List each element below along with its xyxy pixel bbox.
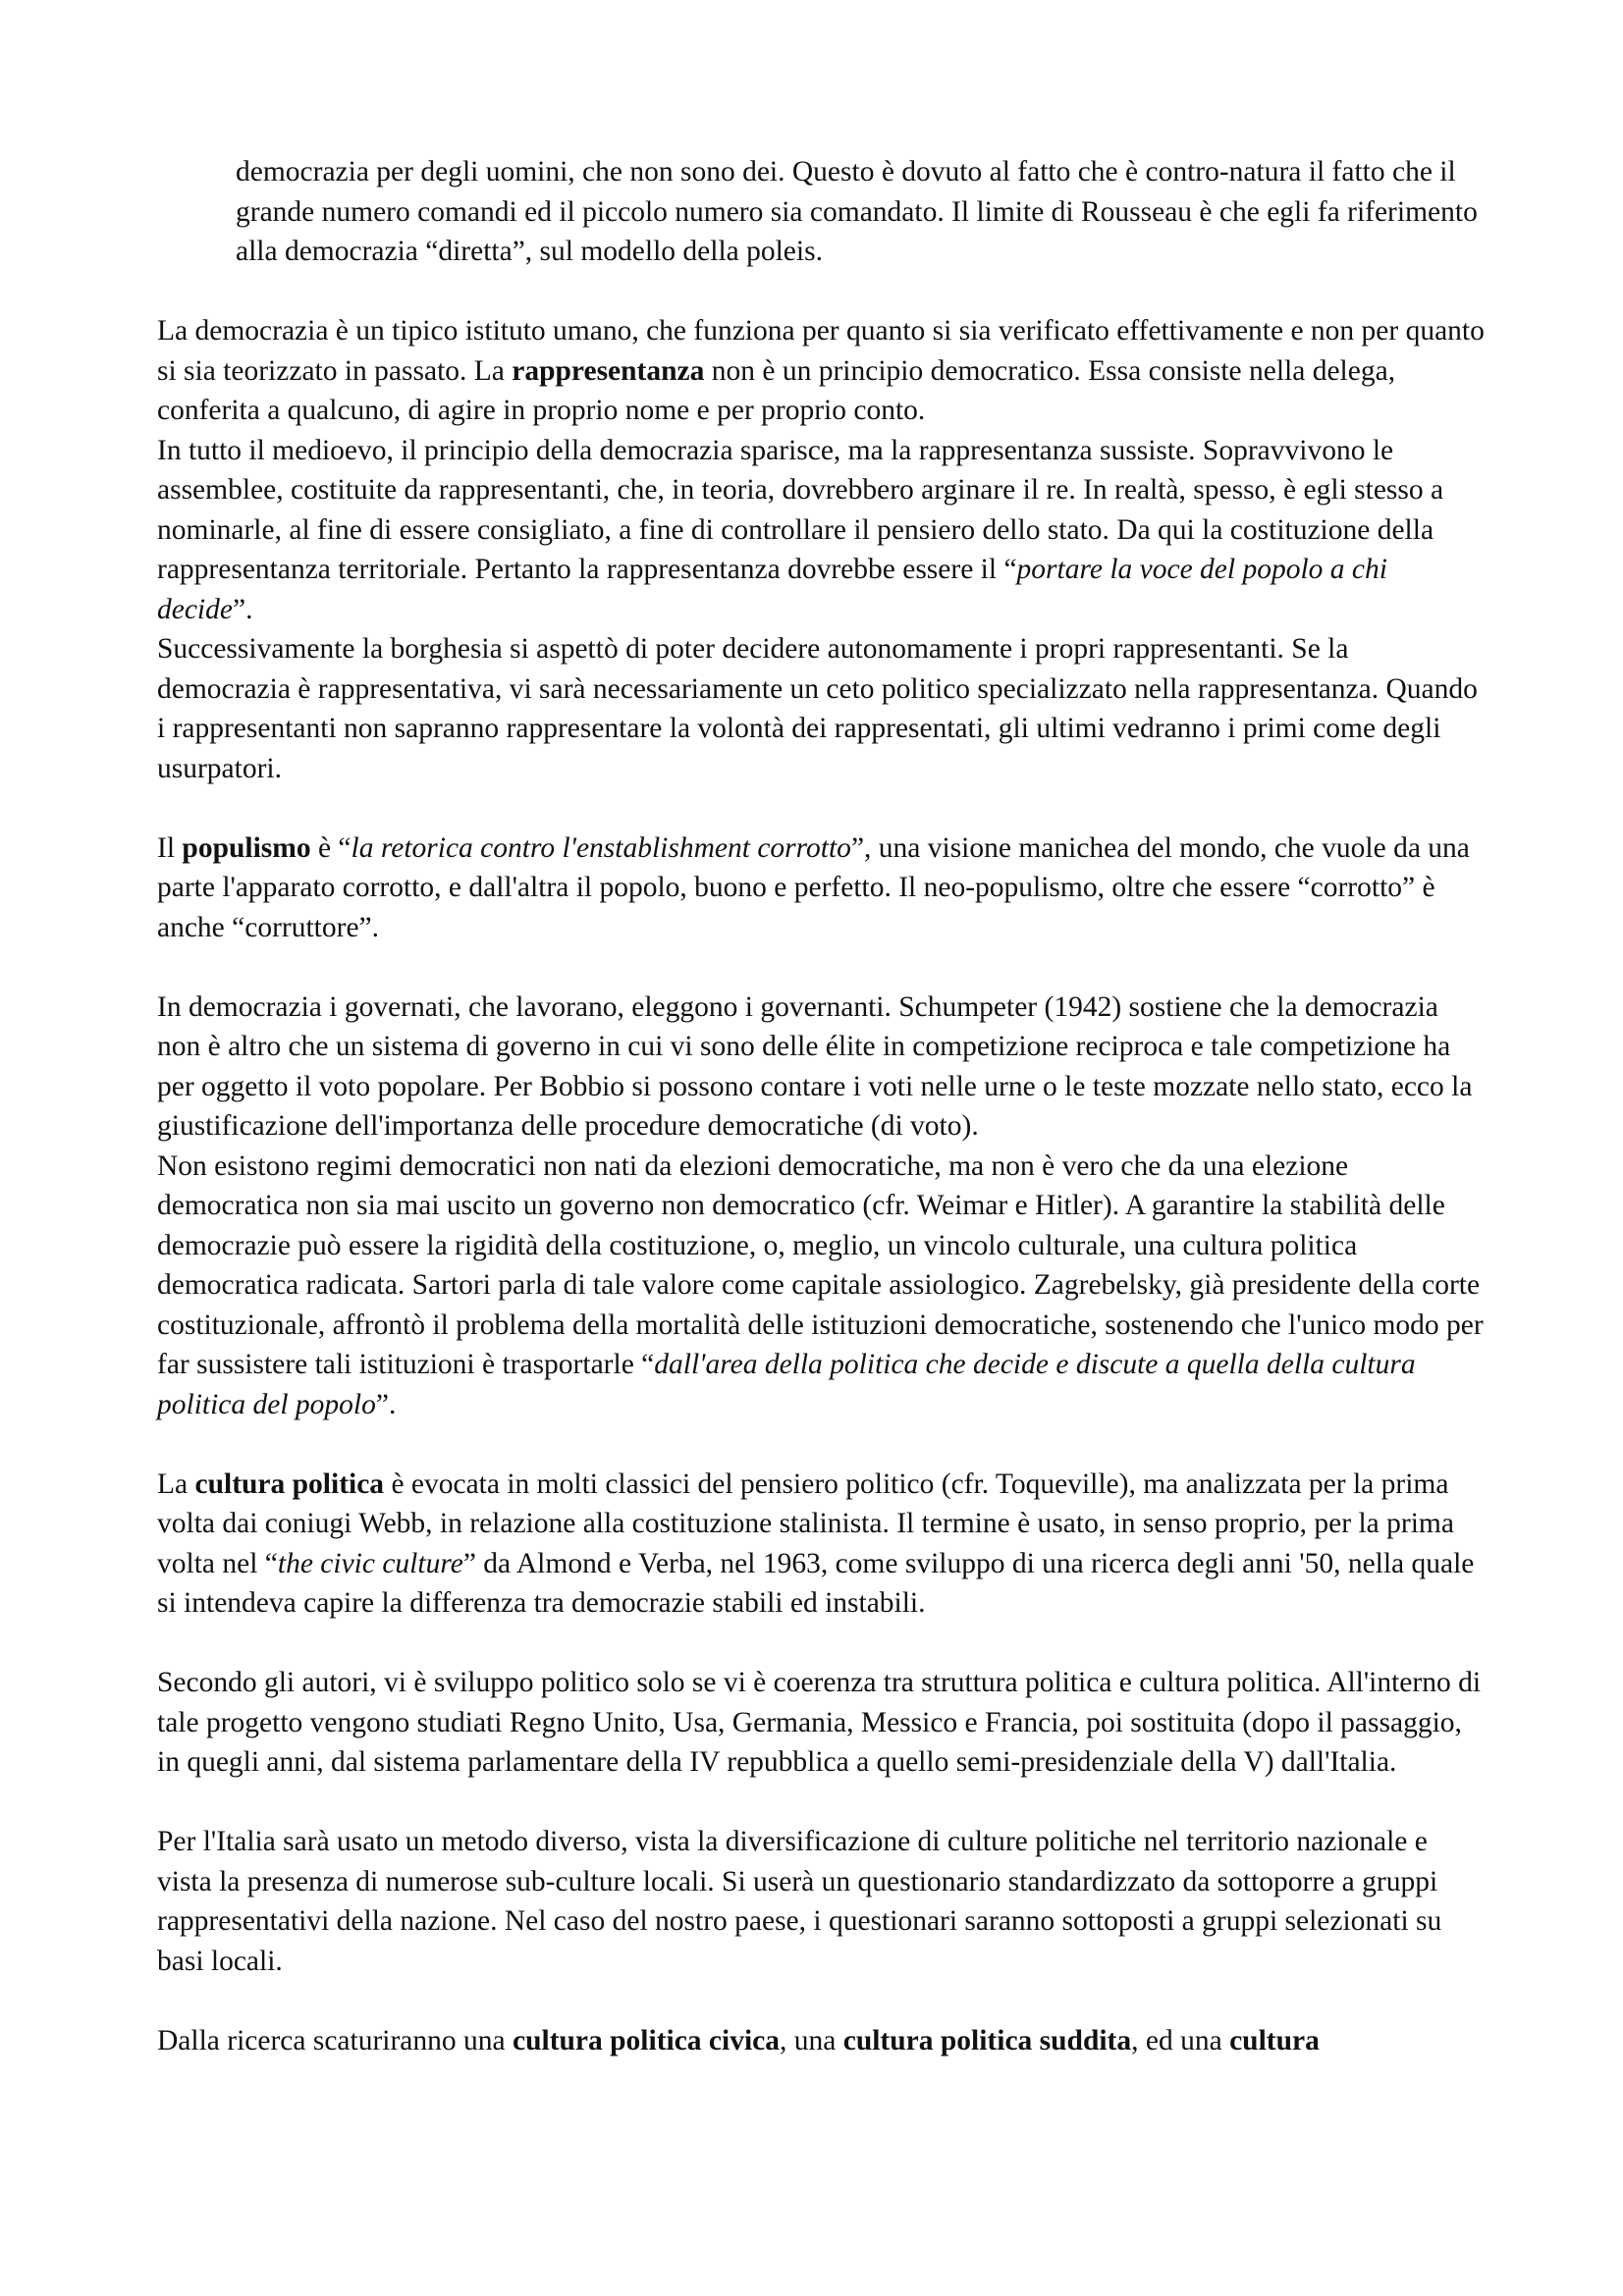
text-run: Dalla ricerca scaturiranno una [157,2024,513,2056]
text-run: , una [780,2024,843,2056]
paragraph-text [157,1465,1486,1624]
paragraph-text [157,311,1486,431]
paragraph-sviluppo-politico [157,1663,1486,1783]
italic-quote: la retorica contro l'enstablishment corrotto [351,831,851,864]
italic-quote: portare la voce del popolo a chi decide [157,554,1387,625]
bold-term-cultura-politica: cultura politica [194,1468,385,1500]
text-run: Il [157,831,183,864]
text-run: La [157,1468,195,1500]
paragraph-rousseau [236,152,1486,272]
paragraph-populismo [157,828,1486,948]
paragraph-text [157,1147,1486,1425]
text-run: non è un principio democratico. Essa consiste nella delega, conferita a qualcuno, di agire in proprio nome e per proprio conto. [157,354,1396,426]
paragraph-democrazia-governati [157,988,1486,1425]
bold-term-populismo: populismo [182,831,311,864]
paragraph-text: democrazia per degli uomini, che non sono dei. Questo è dovuto al fatto che è contro-natura il fatto che il grande numero comandi ed il piccolo numero sia comandato. Il limite di Rousseau è che egli fa riferimento alla democrazia “diretta”, sul modello della poleis. [236,156,1478,267]
text-run: ”. [375,1388,397,1420]
paragraph-italia-metodo [157,1822,1486,1981]
italic-quote: dall'area della politica che decide e discute a quella della cultura politica del popolo [157,1349,1416,1420]
text-run: , ed una [1131,2024,1230,2056]
bold-term-cultura: cultura [1229,2024,1320,2056]
paragraph-cultura-politica [157,1465,1486,1624]
text-run: ”. [232,593,253,625]
text-run: In tutto il medioevo, il principio della democrazia sparisce, ma la rappresentanza sussiste. Sopravvivono le assemblee, costituite da rappresentanti, che, in teoria, dovrebbero arginare il re. In realtà, spesso, è egli stesso a nominarle, al fine di essere consigliato, a fine di controllare il pensiero dello stato. Da qui la costituzione della rappresentanza territoriale. Pertanto la rappresentanza dovrebbe essere il “ [157,434,1444,585]
text-run: Non esistono regimi democratici non nati da elezioni democratiche, ma non è vero che da una elezione democratica non sia mai uscito un governo non democratico (cfr. Weimar e Hitler). A garantire la stabilità delle democrazie può essere la rigidità della costituzione, o, meglio, un vincolo culturale, una cultura politica democratica radicata. Sartori parla di tale valore come capitale assiologico. Zagrebelsky, già presidente della corte costituzionale, affrontò il problema della mortalità delle istituzioni democratiche, sostenendo che l'unico modo per far sussistere tali istituzioni è trasportarle “ [157,1149,1484,1380]
italic-title: the civic culture [277,1547,463,1579]
text-run: ” da Almond e Verba, nel 1963, come sviluppo di una ricerca degli anni '50, nella quale si intendeva capire la differenza tra democrazie stabili ed instabili. [157,1547,1475,1619]
text-run: La democrazia è un tipico istituto umano, che funziona per quanto si sia verificato effettivamente e non per quanto si sia teorizzato in passato. La [157,315,1485,387]
paragraph-text [157,828,1486,948]
paragraph-text: Per l'Italia sarà usato un metodo diverso, vista la diversificazione di culture politiche nel territorio nazionale e vista la presenza di numerose sub-culture locali. Si userà un questionario standardizzato da sottoporre a gruppi rappresentativi della nazione. Nel caso del nostro paese, i questionari saranno sottoposti a gruppi selezionati su basi locali. [157,1826,1442,1977]
text-run: ”, una visione manichea del mondo, che vuole da una parte l'apparato corrotto, e dall'altra il popolo, buono e perfetto. Il neo-populismo, oltre che essere “corrotto” è anche “corruttore”. [157,831,1470,943]
paragraph-text: In democrazia i governati, che lavorano, eleggono i governanti. Schumpeter (1942) sostiene che la democrazia non è altro che un sistema di governo in cui vi sono delle élite in competizione reciproca e tale competizione ha per oggetto il voto popolare. Per Bobbio si possono contare i voti nelle urne o le teste mozzate nello stato, ecco la giustificazione dell'importanza delle procedure democratiche (di voto). [157,990,1473,1142]
text-run: è “ [310,831,352,864]
text-run: è evocata in molti classici del pensiero politico (cfr. Toqueville), ma analizzata per la prima volta dai coniugi Webb, in relazione alla costituzione stalinista. Il termine è usato, in senso proprio, per la prima volta nel “ [157,1468,1454,1579]
paragraph-text [157,431,1486,630]
paragraph-rappresentanza [157,311,1486,788]
bold-term-cultura-civica: cultura politica civica [513,2024,781,2056]
paragraph-text: Successivamente la borghesia si aspettò di poter decidere autonomamente i propri rappresentanti. Se la democrazia è rappresentativa, vi sarà necessariamente un ceto politico specializzato nella rappresentanza. Quando i rappresentanti non sapranno rappresentare la volontà dei rappresentati, gli ultimi vedranno i primi come degli usurpatori. [157,633,1478,784]
paragraph-text: Secondo gli autori, vi è sviluppo politico solo se vi è coerenza tra struttura politica e cultura politica. All'interno di tale progetto vengono studiati Regno Unito, Usa, Germania, Messico e Francia, poi sostituita (dopo il passaggio, in quegli anni, dal sistema parlamentare della IV repubblica a quello semi-presidenziale della V) dall'Italia. [157,1667,1482,1778]
paragraph-ricerca-culture [157,2021,1486,2061]
paragraph-text [157,2021,1486,2061]
bold-term-cultura-suddita: cultura politica suddita [842,2024,1132,2056]
bold-term-rappresentanza: rappresentanza [512,354,705,387]
